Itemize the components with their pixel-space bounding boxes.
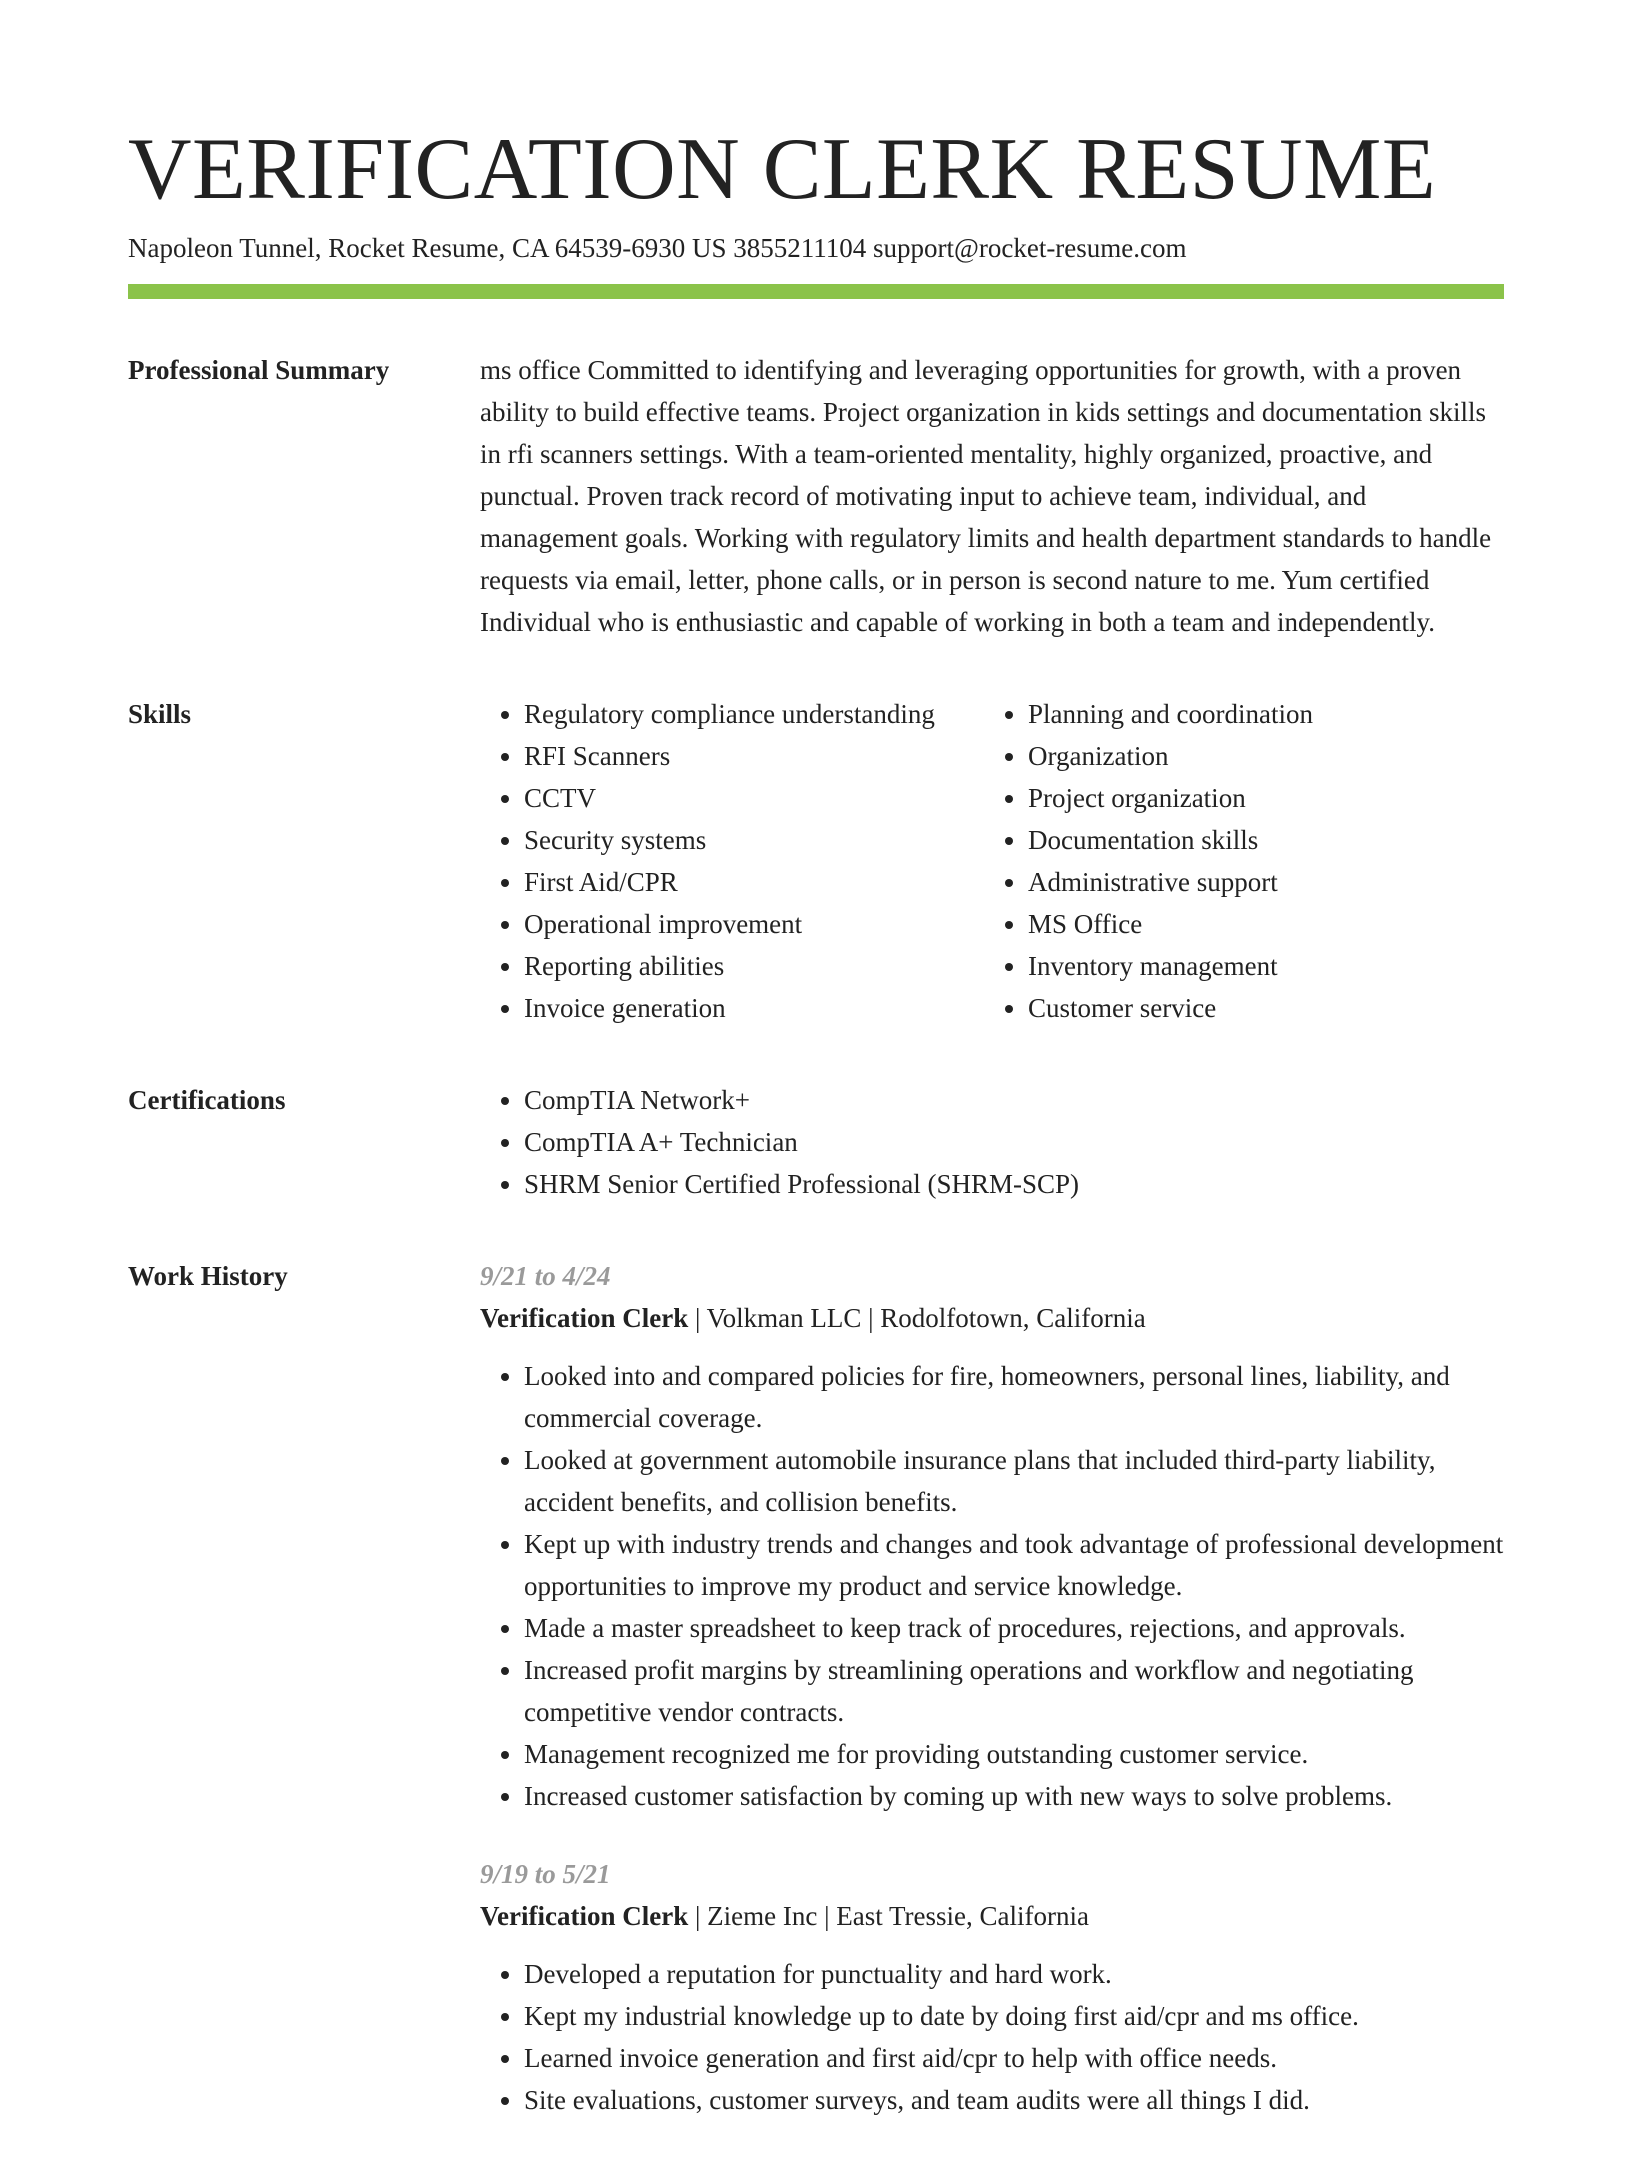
job-bullets	[480, 1953, 1504, 2121]
list-item: • MS Office	[1028, 903, 1504, 945]
list-item: • CompTIA Network+	[524, 1079, 1504, 1121]
certifications-list	[480, 1079, 1504, 1205]
job-employer-location: | Zieme Inc | East Tressie, California	[688, 1901, 1089, 1931]
list-item: • CCTV	[524, 777, 984, 819]
job-heading	[480, 1895, 1504, 1937]
list-item: • Operational improvement	[524, 903, 984, 945]
list-item: • Looked into and compared policies for fire, homeowners, personal lines, liability, and commercial coverage.	[524, 1355, 1504, 1439]
list-item: • Regulatory compliance understanding	[524, 693, 984, 735]
list-item: • Made a master spreadsheet to keep track of procedures, rejections, and approvals.	[524, 1607, 1504, 1649]
summary-section	[128, 349, 1504, 643]
list-item: • CompTIA A+ Technician	[524, 1121, 1504, 1163]
list-item: • Learned invoice generation and first aid/cpr to help with office needs.	[524, 2037, 1504, 2079]
list-item: • Planning and coordination	[1028, 693, 1504, 735]
job-dates: 9/21 to 4/24	[480, 1261, 611, 1291]
certifications-label: Certifications	[128, 1085, 286, 1115]
skills-list-left	[480, 693, 984, 1029]
list-item: • SHRM Senior Certified Professional (SHRM-SCP)	[524, 1163, 1504, 1205]
list-item: • Developed a reputation for punctuality and hard work.	[524, 1953, 1504, 1995]
summary-text: ms office Committed to identifying and leveraging opportunities for growth, with a proven ability to build effective teams. Project organization in kids settings and documentation skills in rfi scanners settings. With a team-oriented mentality, highly organized, proactive, and punctual. Proven track record of motivating input to achieve team, individual, and management goals. Working with regulatory limits and health department standards to handle requests via email, letter, phone calls, or in person is second nature to me. Yum certified Individual who is enthusiastic and capable of working in both a team and independently.	[480, 355, 1492, 637]
skills-list-right	[984, 693, 1504, 1029]
job-employer-location: | Volkman LLC | Rodolfotown, California	[688, 1303, 1146, 1333]
job-heading	[480, 1297, 1504, 1339]
list-item: • Kept up with industry trends and changes and took advantage of professional development opportunities to improve my product and service knowledge.	[524, 1523, 1504, 1607]
skills-label: Skills	[128, 699, 192, 729]
job-title: Verification Clerk	[480, 1901, 689, 1931]
list-item: • Customer service	[1028, 987, 1504, 1029]
resume-page	[128, 120, 1504, 2157]
list-item: • Invoice generation	[524, 987, 984, 1029]
accent-divider	[128, 284, 1504, 299]
job-title: Verification Clerk	[480, 1303, 689, 1333]
list-item: • Administrative support	[1028, 861, 1504, 903]
list-item: • First Aid/CPR	[524, 861, 984, 903]
summary-label: Professional Summary	[128, 355, 390, 385]
list-item: • Security systems	[524, 819, 984, 861]
work-history-section	[128, 1255, 1504, 2157]
skills-section	[128, 693, 1504, 1029]
list-item: • Management recognized me for providing outstanding customer service.	[524, 1733, 1504, 1775]
list-item: • Increased profit margins by streamlining operations and workflow and negotiating competitive vendor contracts.	[524, 1649, 1504, 1733]
list-item: • Organization	[1028, 735, 1504, 777]
job-entry	[480, 1255, 1504, 1817]
list-item: • Documentation skills	[1028, 819, 1504, 861]
list-item: • Inventory management	[1028, 945, 1504, 987]
job-dates: 9/19 to 5/21	[480, 1859, 611, 1889]
work-history-label: Work History	[128, 1261, 288, 1291]
job-entry	[480, 1853, 1504, 2121]
list-item: • Increased customer satisfaction by coming up with new ways to solve problems.	[524, 1775, 1504, 1817]
list-item: • Project organization	[1028, 777, 1504, 819]
list-item: • Looked at government automobile insurance plans that included third-party liability, accident benefits, and collision benefits.	[524, 1439, 1504, 1523]
job-bullets	[480, 1355, 1504, 1817]
list-item: • Reporting abilities	[524, 945, 984, 987]
list-item: • RFI Scanners	[524, 735, 984, 777]
contact-line: Napoleon Tunnel, Rocket Resume, CA 64539-6930 US 3855211104 support@rocket-resume.com	[128, 233, 1187, 263]
certifications-section	[128, 1079, 1504, 1205]
list-item: • Kept my industrial knowledge up to date by doing first aid/cpr and ms office.	[524, 1995, 1504, 2037]
list-item: • Site evaluations, customer surveys, and team audits were all things I did.	[524, 2079, 1504, 2121]
resume-title: VERIFICATION CLERK RESUME	[128, 121, 1437, 218]
